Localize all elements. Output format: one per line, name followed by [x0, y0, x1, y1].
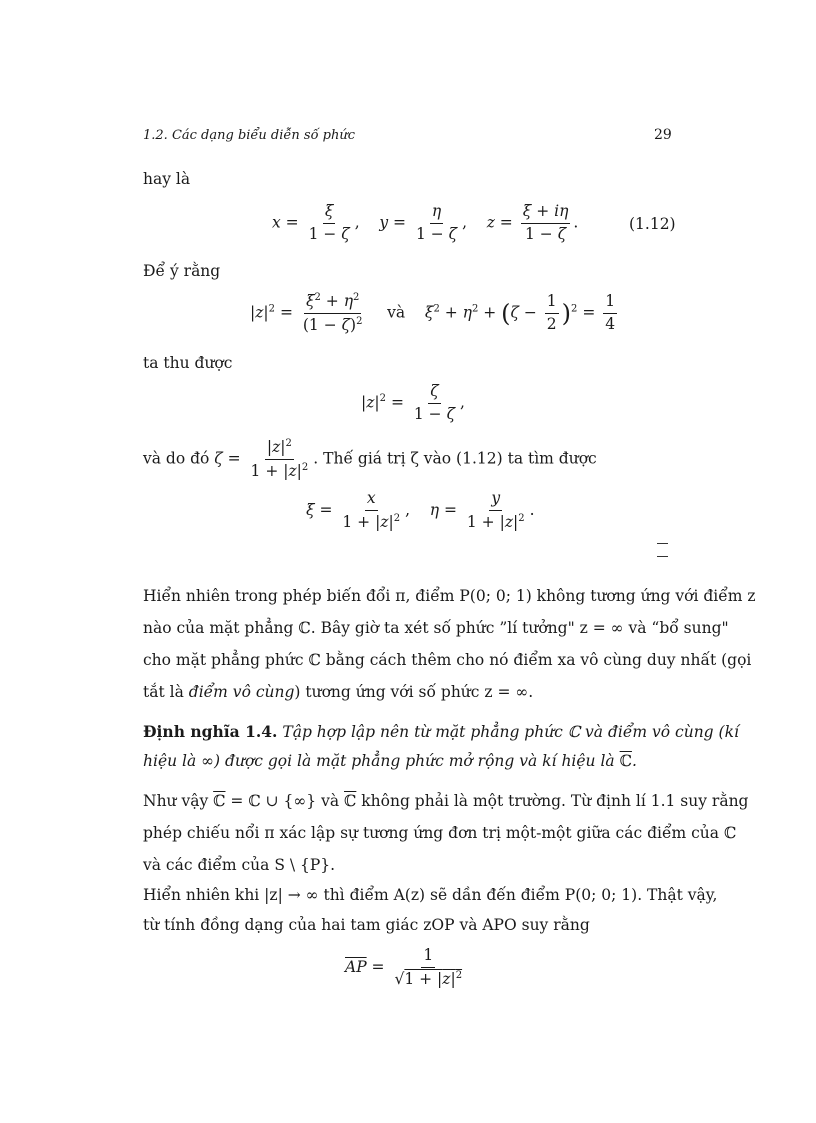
- text-hay-la: hay là: [143, 170, 191, 188]
- equation-ap: $\overline{AP}$ = $\frac{1}{√1 + |z|^2}$: [345, 946, 463, 988]
- para3-line2: từ tính đồng dạng của hai tam giác zOP và APO suy rằng: [143, 916, 590, 934]
- qed-mark: [657, 543, 668, 557]
- para1-line1: Hiển nhiên trong phép biến đổi π, điểm P(0; 0; 1) không tương ứng với điểm z: [143, 587, 756, 605]
- definition-text-1: Tập hợp lập nên từ mặt phẳng phức ℂ và điểm vô cùng (kí: [282, 723, 739, 741]
- cbar-symbol-2: ℂ: [344, 792, 357, 810]
- para2-line3: và các điểm của S \ {P}.: [143, 856, 336, 874]
- equation-1-12: x = $\frac{\xi}{1 - \zeta}$ , y = $\frac{\eta}{1 - \zeta}$ , z = $\frac{\xi + i\eta}{1 - \zeta}$ .: [272, 202, 579, 243]
- definition-text-2: hiệu là ∞) được gọi là mặt phẳng phức mở rộng và kí hiệu là: [143, 752, 620, 770]
- para2-line1-b: = ℂ ∪ {∞} và: [225, 792, 344, 810]
- para3-line1: Hiển nhiên khi |z| → ∞ thì điểm A(z) sẽ dần đến điểm P(0; 0; 1). Thật vậy,: [143, 886, 718, 904]
- definition-1-4-line1: [143, 722, 739, 741]
- text-the-gia-tri: . Thế giá trị ζ vào (1.12) ta tìm được: [313, 449, 597, 468]
- equation-modulus: $|z|^2$ = $\frac{\xi^2 + \eta^2}{(1 - \zeta)^2}$ và $\xi^2 + \eta^2 + (\zeta$ − $\frac{1}{2}$ )$^2$ = $\frac{1}{4}$: [250, 292, 616, 335]
- para1-line2: nào của mặt phẳng ℂ. Bây giờ ta xét số phức ”lí tưởng" z = ∞ và “bổ sung": [143, 619, 729, 637]
- text-va-do-do: và do đó: [143, 449, 210, 468]
- equation-zeta-solved: và do đó ζ = $\frac{|z|^2}{1 + |z|^2}$ . Thế giá trị ζ vào (1.12) ta tìm được: [143, 438, 597, 481]
- text-va: và: [387, 303, 406, 322]
- equation-number: (1.12): [629, 215, 676, 233]
- text-ta-thu-duoc: ta thu được: [143, 354, 233, 372]
- definition-1-4-line2: hiệu là ∞) được gọi là mặt phẳng phức mở rộng và kí hiệu là ℂ.: [143, 752, 637, 770]
- para1-line4-c: ) tương ứng với số phức z = ∞.: [294, 683, 534, 701]
- para2-line1-a: Như vậy: [143, 792, 214, 810]
- equation-zeta: $|z|^2$ = $\frac{\zeta}{1 - \zeta}$ ,: [361, 382, 465, 423]
- para2-line1-c: không phải là một trường. Từ định lí 1.1 suy rằng: [356, 792, 749, 810]
- running-header: 1.2. Các dạng biểu diễn số phức: [143, 128, 356, 143]
- text-de-y-rang: Để ý rằng: [143, 262, 221, 280]
- para1-line4-italic: điểm vô cùng: [188, 683, 295, 701]
- para2-line2: phép chiếu nổi π xác lập sự tương ứng đơn trị một-một giữa các điểm của ℂ: [143, 824, 737, 842]
- equation-xi-eta: ξ = $\frac{x}{1 + |z|^2}$ , η = $\frac{y}{1 + |z|^2}$ .: [306, 489, 535, 531]
- extended-plane-symbol: ℂ: [619, 752, 632, 770]
- cbar-symbol-1: ℂ: [213, 792, 226, 810]
- para1-line4: [143, 683, 533, 701]
- para1-line4-a: tắt là: [143, 683, 189, 701]
- para1-line3: cho mặt phẳng phức ℂ bằng cách thêm cho nó điểm xa vô cùng duy nhất (gọi: [143, 651, 752, 669]
- page-number: 29: [654, 127, 672, 143]
- para2-line1: [143, 792, 748, 810]
- definition-label: Định nghĩa 1.4.: [143, 722, 278, 741]
